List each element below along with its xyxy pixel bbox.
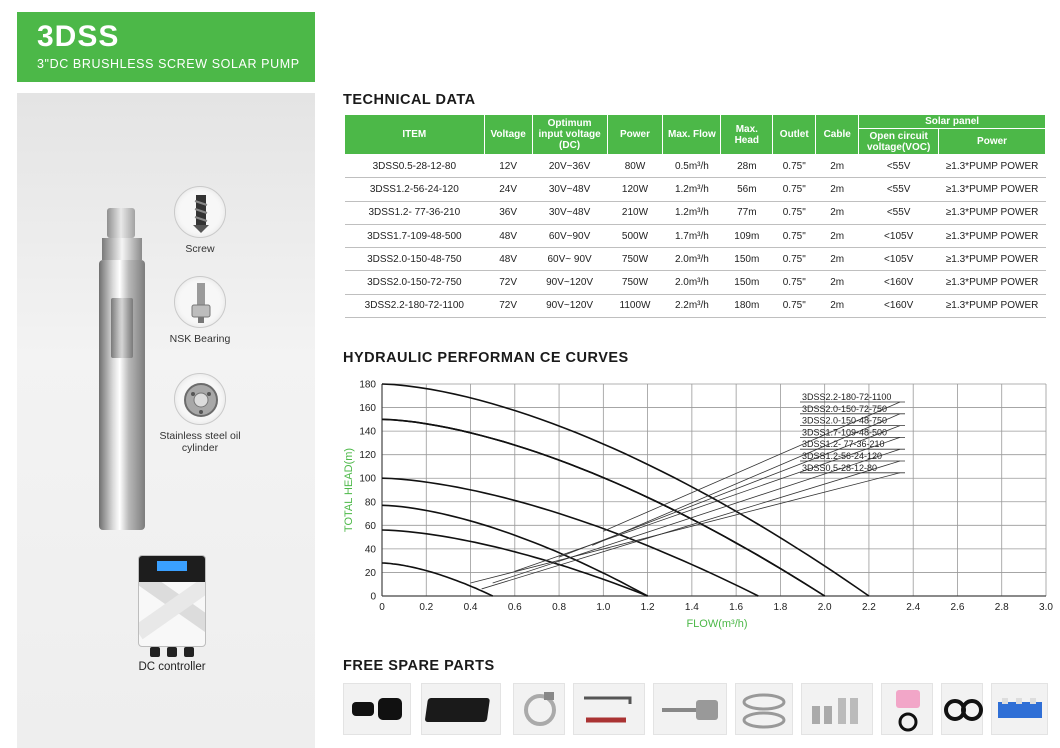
table-cell: 72V (484, 294, 532, 317)
col-panel-power: Power (939, 129, 1046, 155)
y-tick-label: 40 (364, 544, 376, 556)
table-cell: 750W (607, 248, 663, 271)
table-cell: 72V (484, 271, 532, 294)
x-tick-label: 1.8 (773, 602, 788, 613)
table-cell: 2m (816, 271, 859, 294)
pump-image (99, 208, 145, 538)
table-cell: 56m (721, 178, 773, 201)
table-cell: 36V (484, 201, 532, 224)
table-cell: ≥1.3*PUMP POWER (939, 178, 1046, 201)
chart-xlabel: FLOW(m³/h) (686, 618, 748, 630)
part-bearing-label: NSK Bearing (169, 333, 231, 345)
table-cell: <105V (859, 248, 939, 271)
table-cell: 2m (816, 224, 859, 247)
bearing-icon (174, 276, 226, 328)
table-cell: <160V (859, 294, 939, 317)
series-label: 3DSS2.0-150-72-750 (802, 403, 888, 414)
table-cell: 2m (816, 201, 859, 224)
table-cell: 28m (721, 155, 773, 178)
col-optimum-voltage: Optimum input voltage (DC) (532, 115, 607, 155)
table-cell: 1.7m³/h (663, 224, 721, 247)
part-screw (155, 186, 245, 255)
x-tick-label: 2.2 (861, 602, 876, 613)
seal-ring-icon (881, 683, 933, 735)
heat-shrink-sleeve-icon (421, 683, 501, 735)
table-cell: 60V~90V (532, 224, 607, 247)
x-tick-label: 2.6 (950, 602, 965, 613)
table-cell: 1100W (607, 294, 663, 317)
cable-plug-icon (343, 683, 411, 735)
table-cell: <55V (859, 178, 939, 201)
x-tick-label: 0.6 (507, 602, 522, 613)
terminal-block-icon (991, 683, 1048, 735)
series-label: 3DSS1.2- 77-36-210 (802, 439, 885, 450)
technical-data-table (344, 114, 1046, 318)
y-tick-label: 120 (359, 450, 376, 462)
series-label: 3DSS1.7-109-48-500 (802, 427, 888, 438)
x-tick-label: 1.4 (684, 602, 699, 613)
series-line (382, 384, 869, 596)
col-solar-panel: Solar panel (859, 115, 1046, 129)
y-tick-label: 160 (359, 403, 376, 415)
table-cell: ≥1.3*PUMP POWER (939, 294, 1046, 317)
table-cell: 48V (484, 224, 532, 247)
x-tick-label: 0.2 (419, 602, 434, 613)
table-cell: 0.75" (773, 224, 816, 247)
table-cell: <55V (859, 201, 939, 224)
table-cell: 2m (816, 178, 859, 201)
table-cell: 150m (721, 248, 773, 271)
series-label: 3DSS2.2-180-72-1100 (802, 392, 892, 402)
dc-controller-image (132, 555, 212, 673)
table-row (345, 178, 1046, 201)
table-cell: ≥1.3*PUMP POWER (939, 201, 1046, 224)
table-cell: 3DSS0.5-28-12-80 (345, 155, 485, 178)
table-row (345, 248, 1046, 271)
hose-clamp-icon (513, 683, 565, 735)
x-tick-label: 0.8 (552, 602, 567, 613)
table-cell: 2.0m³/h (663, 248, 721, 271)
table-cell: 1.2m³/h (663, 178, 721, 201)
table-cell: ≥1.3*PUMP POWER (939, 271, 1046, 294)
table-cell: 180m (721, 294, 773, 317)
table-cell: <105V (859, 224, 939, 247)
table-cell: ≥1.3*PUMP POWER (939, 155, 1046, 178)
table-row (345, 271, 1046, 294)
series-line (382, 563, 493, 596)
table-cell: 0.75" (773, 271, 816, 294)
table-cell: 2m (816, 248, 859, 271)
table-cell: ≥1.3*PUMP POWER (939, 248, 1046, 271)
product-model: 3DSS (37, 20, 120, 53)
part-cylinder-label: Stainless steel oil cylinder (159, 430, 241, 454)
y-tick-label: 0 (370, 591, 376, 603)
table-cell: 109m (721, 224, 773, 247)
technical-data-title: TECHNICAL DATA (343, 92, 476, 108)
bolts-icon (801, 683, 873, 735)
table-cell: <160V (859, 271, 939, 294)
part-cylinder (155, 373, 245, 454)
table-cell: 3DSS2.0-150-48-750 (345, 248, 485, 271)
y-tick-label: 20 (364, 567, 376, 579)
col-power: Power (607, 115, 663, 155)
y-tick-label: 140 (359, 426, 376, 438)
series-label: 3DSS0.5-28-12-80 (802, 462, 878, 473)
table-cell: 0.75" (773, 178, 816, 201)
cylinder-icon (174, 373, 226, 425)
screw-icon (174, 186, 226, 238)
y-tick-label: 180 (359, 379, 376, 391)
table-cell: 210W (607, 201, 663, 224)
part-bearing (155, 276, 245, 345)
series-label: 3DSS2.0-150-48-750 (802, 415, 888, 426)
table-cell: 2.2m³/h (663, 294, 721, 317)
x-tick-label: 2.8 (994, 602, 1009, 613)
table-cell: 20V~36V (532, 155, 607, 178)
table-cell: 1.2m³/h (663, 201, 721, 224)
table-row (345, 224, 1046, 247)
shaft-coupling-icon (653, 683, 727, 735)
table-cell: 48V (484, 248, 532, 271)
table-cell: ≥1.3*PUMP POWER (939, 224, 1046, 247)
table-cell: 12V (484, 155, 532, 178)
x-tick-label: 3.0 (1039, 602, 1053, 613)
table-cell: 3DSS1.2- 77-36-210 (345, 201, 485, 224)
table-cell: 2m (816, 155, 859, 178)
performance-chart (330, 372, 1055, 634)
col-voltage: Voltage (484, 115, 532, 155)
col-item: ITEM (345, 115, 485, 155)
col-cable: Cable (816, 115, 859, 155)
spare-parts-row (343, 683, 1048, 735)
table-cell: 90V~120V (532, 271, 607, 294)
col-voc: Open circuit voltage(VOC) (859, 129, 939, 155)
table-cell: 30V~48V (532, 178, 607, 201)
x-tick-label: 1.6 (729, 602, 744, 613)
series-label: 3DSS1.2-56-24-120 (802, 451, 883, 461)
gasket-icon (941, 683, 983, 735)
y-tick-label: 80 (364, 497, 376, 509)
table-cell: 500W (607, 224, 663, 247)
table-cell: 60V~ 90V (532, 248, 607, 271)
series-line (382, 478, 758, 596)
dc-controller-label: DC controller (138, 661, 206, 673)
table-cell: 0.75" (773, 294, 816, 317)
table-cell: 30V~48V (532, 201, 607, 224)
table-row (345, 294, 1046, 317)
y-tick-label: 60 (364, 520, 376, 532)
allen-key-icon (573, 683, 645, 735)
table-cell: 3DSS2.0-150-72-750 (345, 271, 485, 294)
table-cell: 0.5m³/h (663, 155, 721, 178)
snap-hook-icon (735, 683, 793, 735)
table-cell: 3DSS1.7-109-48-500 (345, 224, 485, 247)
x-tick-label: 0 (379, 602, 385, 613)
series-leader (471, 473, 900, 583)
chart-ylabel: TOTAL HEAD(m) (343, 447, 355, 533)
x-tick-label: 1.2 (640, 602, 655, 613)
table-cell: 90V~120V (532, 294, 607, 317)
table-cell: 2.0m³/h (663, 271, 721, 294)
table-cell: 77m (721, 201, 773, 224)
table-cell: 3DSS2.2-180-72-1100 (345, 294, 485, 317)
col-outlet: Outlet (773, 115, 816, 155)
table-cell: 150m (721, 271, 773, 294)
table-cell: 80W (607, 155, 663, 178)
table-cell: 0.75" (773, 201, 816, 224)
spare-parts-title: FREE SPARE PARTS (343, 658, 495, 674)
table-cell: 0.75" (773, 248, 816, 271)
x-tick-label: 2.0 (817, 602, 832, 613)
x-tick-label: 2.4 (906, 602, 921, 613)
x-tick-label: 0.4 (463, 602, 478, 613)
table-cell: 0.75" (773, 155, 816, 178)
table-row (345, 201, 1046, 224)
y-tick-label: 100 (359, 473, 376, 485)
product-image-panel (17, 93, 315, 748)
product-subtitle: 3"DC BRUSHLESS SCREW SOLAR PUMP (37, 57, 300, 71)
table-cell: 2m (816, 294, 859, 317)
product-banner (17, 12, 315, 82)
table-cell: 120W (607, 178, 663, 201)
table-row (345, 155, 1046, 178)
table-cell: 750W (607, 271, 663, 294)
x-tick-label: 1.0 (596, 602, 611, 613)
col-max-flow: Max. Flow (663, 115, 721, 155)
table-cell: 24V (484, 178, 532, 201)
table-cell: 3DSS1.2-56-24-120 (345, 178, 485, 201)
part-screw-label: Screw (185, 243, 215, 255)
col-max-head: Max. Head (721, 115, 773, 155)
table-cell: <55V (859, 155, 939, 178)
curves-title: HYDRAULIC PERFORMAN CE CURVES (343, 350, 629, 366)
